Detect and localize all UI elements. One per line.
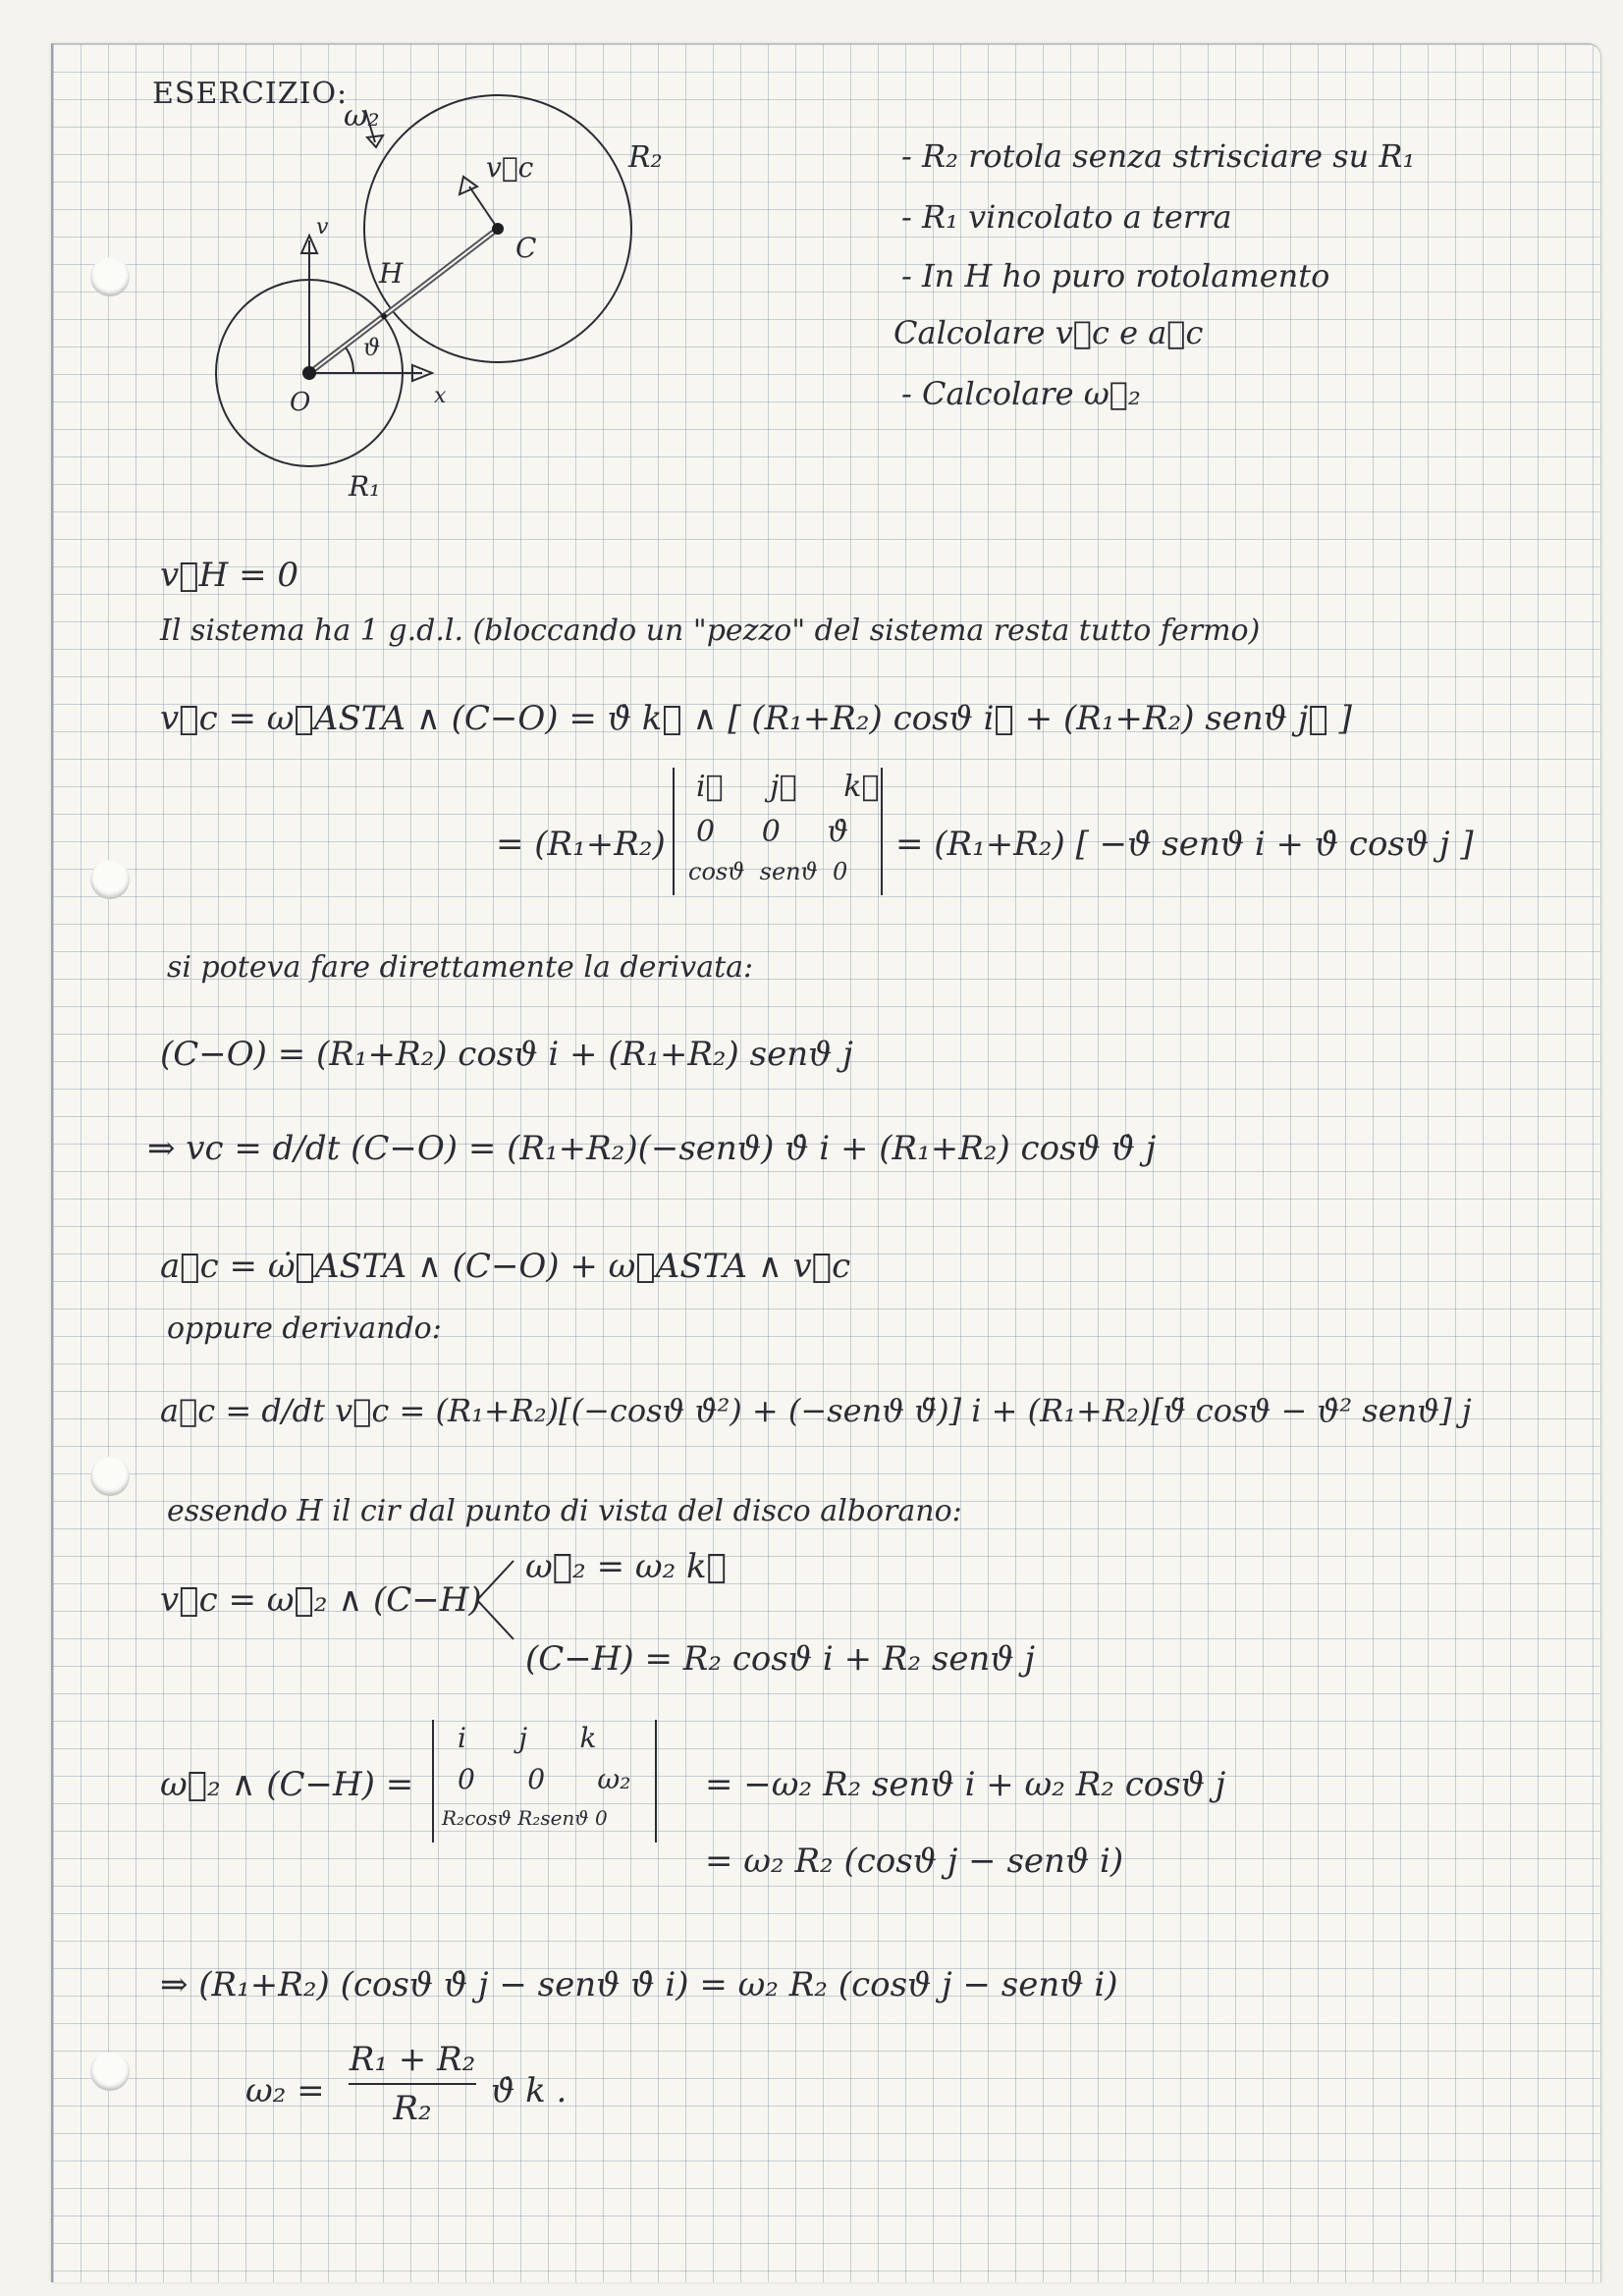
solution-line: Il sistema ha 1 g.d.l. (bloccando un "pezzo" del sistema resta tutto fermo): [160, 614, 1261, 648]
solution-line: ⇒ vc = d/dt (C−O) = (R₁+R₂)(−senϑ) ϑ̇ i + (R₁+R₂) cosϑ ϑ̇ j: [147, 1129, 1157, 1168]
brace: [469, 1556, 518, 1644]
theta-arc: [346, 347, 353, 373]
solution-line: = −ω₂ R₂ senϑ i + ω₂ R₂ cosϑ j: [705, 1765, 1226, 1804]
fraction-denominator: R₂: [393, 2089, 432, 2128]
fraction-numerator: R₁ + R₂: [349, 2040, 476, 2085]
omega2-label: ω₂: [344, 99, 380, 133]
solution-line: = (R₁+R₂): [496, 825, 666, 864]
vc-label: v⃗c: [486, 151, 534, 184]
r2-label: R₂: [628, 140, 663, 175]
condition-item: - Calcolare ω⃗₂: [901, 375, 1141, 412]
determinant: [432, 1720, 657, 1842]
solution-line: ⇒ (R₁+R₂) (cosϑ ϑ̇ j − senϑ ϑ̇ i) = ω₂ R₂ (cosϑ j − senϑ i): [160, 1965, 1118, 2004]
c-label: C: [515, 232, 537, 264]
solution-line: ω⃗₂ ∧ (C−H) =: [160, 1765, 414, 1804]
determinant: [673, 768, 883, 895]
solution-line: si poteva fare direttamente la derivata:: [167, 950, 754, 985]
solution-line: = (R₁+R₂) [ −ϑ̇ senϑ i + ϑ̇ cosϑ j ]: [895, 825, 1474, 864]
binder-hole: [90, 2052, 130, 2091]
o-label: O: [290, 388, 311, 417]
solution-line: ω⃗₂ = ω₂ k⃗: [525, 1547, 728, 1586]
solution-line: a⃗c = ω̇⃗ASTA ∧ (C−O) + ω⃗ASTA ∧ v⃗c: [160, 1247, 851, 1286]
solution-line: ϑ̇ k .: [491, 2071, 568, 2110]
point-o: [302, 366, 316, 380]
solution-line: v⃗c = ω⃗₂ ∧ (C−H): [160, 1580, 482, 1620]
vc-vector: [469, 187, 498, 229]
det-row: cosϑ senϑ 0: [688, 858, 848, 885]
condition-item: Calcolare v⃗c e a⃗c: [893, 314, 1204, 351]
binder-hole: [90, 1457, 130, 1496]
v-label: v: [316, 215, 329, 240]
det-row: 0 0 ω₂: [458, 1763, 631, 1795]
solution-line: v⃗H = 0: [160, 556, 298, 595]
condition-item: - R₁ vincolato a terra: [901, 198, 1232, 236]
point-h: [381, 313, 387, 319]
binder-hole: [90, 860, 130, 899]
solution-line: = ω₂ R₂ (cosϑ j − senϑ i): [705, 1842, 1124, 1881]
solution-line: v⃗c = ω⃗ASTA ∧ (C−O) = ϑ̇ k⃗ ∧ [ (R₁+R₂) cosϑ i⃗ + (R₁+R₂) senϑ j⃗ ]: [160, 699, 1352, 738]
det-row: R₂cosϑ R₂senϑ 0: [442, 1806, 608, 1830]
r1-label: R₁: [349, 470, 381, 503]
det-row: 0 0 ϑ̇: [696, 815, 848, 849]
h-label: H: [379, 257, 404, 290]
solution-line: oppure derivando:: [167, 1311, 442, 1346]
condition-item: - In H ho puro rotolamento: [901, 257, 1330, 294]
point-c: [492, 223, 504, 235]
solution-line: a⃗c = d/dt v⃗c = (R₁+R₂)[(−cosϑ ϑ̇²) + (−senϑ ϑ̈)] i + (R₁+R₂)[ϑ̈ cosϑ − ϑ̇² senϑ] j: [160, 1392, 1472, 1429]
det-row: i⃗ j⃗ k⃗: [696, 770, 880, 804]
x-label: x: [434, 384, 447, 408]
condition-item: - R₂ rotola senza strisciare su R₁: [901, 137, 1416, 175]
det-row: i j k: [458, 1722, 597, 1754]
fraction: [349, 2040, 476, 2128]
vc-arrow: [460, 177, 477, 194]
solution-line: (C−O) = (R₁+R₂) cosϑ i + (R₁+R₂) senϑ j: [160, 1035, 853, 1074]
solution-line: essendo H il cir dal punto di vista del disco alborano:: [167, 1494, 962, 1528]
exercise-title: ESERCIZIO:: [152, 77, 349, 111]
mechanism-figure: [0, 0, 1623, 550]
theta-label: ϑ: [363, 334, 381, 361]
rod-oc-inner: [309, 229, 498, 373]
solution-line: ω₂ =: [245, 2071, 325, 2110]
solution-line: (C−H) = R₂ cosϑ i + R₂ senϑ j: [525, 1639, 1036, 1679]
